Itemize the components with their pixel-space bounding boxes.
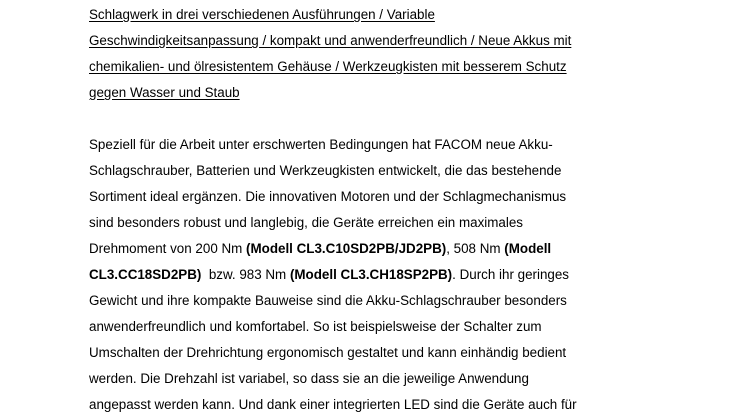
subheading-line: Geschwindigkeitsanpassung / kompakt und anwenderfreundlich / Neue Akkus mit [89, 33, 572, 48]
paragraph-text: . Durch ihr geringes [452, 267, 570, 282]
paragraph-line: Umschalten der Drehrichtung ergonomisch gestaltet und kann einhändig bedient [89, 345, 567, 360]
paragraph-line: Schlagschrauber, Batterien und Werkzeugkisten entwickelt, die das bestehende [89, 163, 562, 178]
paragraph-line [89, 262, 649, 288]
paragraph-text: Drehmoment von 200 Nm [89, 241, 247, 256]
subheading-line: chemikalien- und ölresistentem Gehäuse / Werkzeugkisten mit besserem Schutz [89, 59, 567, 74]
paragraph-line: Gewicht und ihre kompakte Bauweise sind die Akku-Schlagschrauber besonders [89, 293, 567, 308]
subheading-line: Schlagwerk in drei verschiedenen Ausführungen / Variable [89, 7, 435, 22]
model-name-bold: (Modell CL3.C10SD2PB/JD2PB) [246, 241, 447, 256]
subheading [89, 2, 649, 106]
document-page [89, 0, 649, 418]
paragraph-line: angepasst werden kann. Und dank einer integrierten LED sind die Geräte auch für [89, 397, 577, 412]
body-paragraph [89, 132, 649, 418]
paragraph-line: Speziell für die Arbeit unter erschwerten Bedingungen hat FACOM neue Akku- [89, 137, 553, 152]
model-name-bold: (Modell [504, 241, 552, 256]
paragraph-line [89, 236, 649, 262]
paragraph-text: bzw. 983 Nm [201, 267, 290, 282]
model-name-bold: CL3.CC18SD2PB) [89, 267, 202, 282]
paragraph-line: sind besonders robust und langlebig, die Geräte erreichen ein maximales [89, 215, 523, 230]
paragraph-text: , 508 Nm [446, 241, 505, 256]
paragraph-line: Sortiment ideal ergänzen. Die innovativen Motoren und der Schlagmechanismus [89, 189, 567, 204]
paragraph-line: anwenderfreundlich und komfortabel. So ist beispielsweise der Schalter zum [89, 319, 542, 334]
paragraph-line: werden. Die Drehzahl ist variabel, so dass sie an die jeweilige Anwendung [89, 371, 529, 386]
model-name-bold: (Modell CL3.CH18SP2PB) [289, 267, 453, 282]
subheading-line: gegen Wasser und Staub [89, 85, 240, 100]
